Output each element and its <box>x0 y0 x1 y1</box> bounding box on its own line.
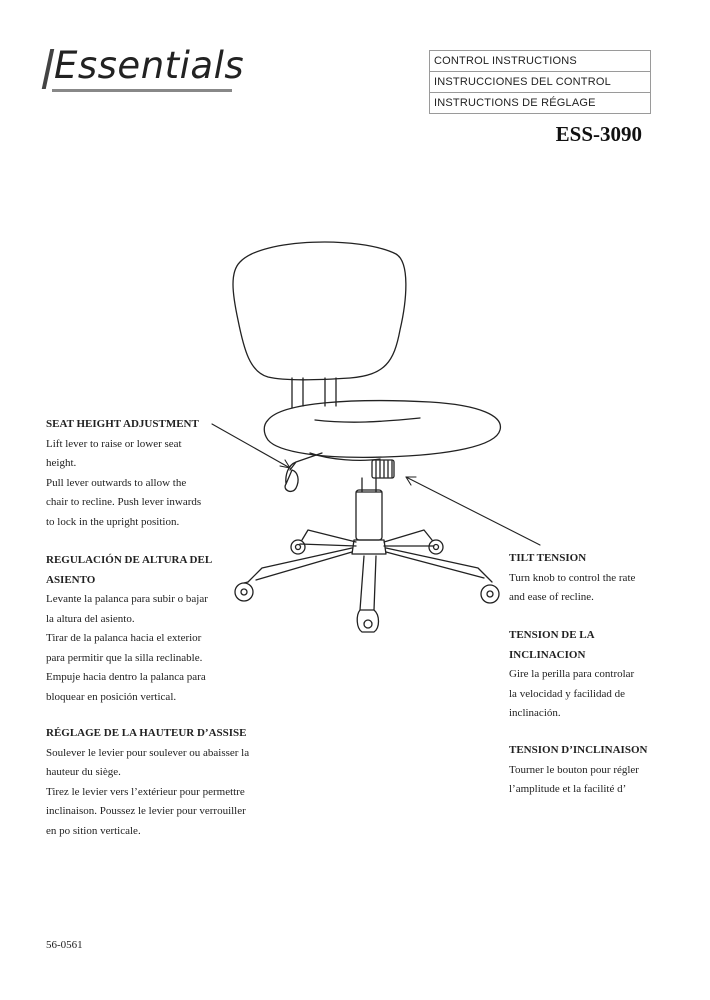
arrow-height <box>280 460 290 468</box>
seat <box>264 401 500 458</box>
brand-logo <box>44 44 244 96</box>
caster-back-left <box>291 540 305 554</box>
tilt-tension-en-text: Turn knob to control the rate and ease of recline. <box>509 571 636 603</box>
caster-back-right <box>429 540 443 554</box>
back-support <box>292 378 336 408</box>
seat-height-es-text: Levante la palanca para subir o bajar la altura del asiento. Tirar de la palanca hacia el exterior para permitir que la silla reclinable. Empuje hacia dentro la palanca para bloquear en posición vertical. <box>46 593 208 703</box>
leader-tilt <box>406 477 540 545</box>
tilt-knob <box>372 460 394 478</box>
tilt-tension-es-heading: TENSION DE LA INCLINACION <box>509 629 595 661</box>
height-lever <box>285 453 322 491</box>
seat-height-en <box>46 415 276 532</box>
backrest <box>233 242 406 380</box>
base-leg-back-right <box>384 530 434 546</box>
seat-height-fr <box>46 724 281 841</box>
logo-bar <box>42 49 55 89</box>
seat-height-es-heading: REGULACIÓN DE ALTURA DEL ASIENTO <box>46 554 213 586</box>
seat-height-fr-text: Soulever le levier pour soulever ou abaisser la hauteur du siège. Tirez le levier vers l’extérieur pour permettre inclinaison. Poussez le levier pour verrouiller en po sition verticale. <box>46 746 250 837</box>
tilt-tension-fr-heading: TENSION D’INCLINAISON <box>509 744 648 756</box>
seat-height-en-heading: SEAT HEIGHT ADJUSTMENT <box>46 418 199 430</box>
title-french: INSTRUCTIONS DE RÉGLAGE <box>430 93 650 114</box>
base-leg-back-left <box>300 530 356 546</box>
seat-height-en-text: Lift lever to raise or lower seat height. Pull lever outwards to allow the chair to recline. Push lever inwards to lock in the upright position. <box>46 437 202 528</box>
tilt-tension-en-heading: TILT TENSION <box>509 552 587 564</box>
document-code: 56-0561 <box>46 939 83 951</box>
seat-height-es <box>46 551 276 707</box>
base-leg-right <box>386 548 492 582</box>
model-number: ESS-3090 <box>555 122 642 146</box>
base-leg-front <box>360 556 376 610</box>
tilt-tension-es <box>509 626 684 724</box>
tilt-tension-es-text: Gire la perilla para controlar la velocidad y facilidad de inclinación. <box>509 668 635 719</box>
arrow-tilt <box>406 477 416 485</box>
instructions-title-box <box>429 50 651 114</box>
logo-underline <box>52 89 232 92</box>
logo-text: Essentials <box>54 44 245 87</box>
seat-height-fr-heading: RÉGLAGE DE LA HAUTEUR D’ASSISE <box>46 727 247 739</box>
title-english: CONTROL INSTRUCTIONS <box>430 51 650 72</box>
caster-right <box>481 585 499 603</box>
title-spanish: INSTRUCCIONES DEL CONTROL <box>430 72 650 93</box>
caster-front <box>357 610 378 632</box>
base-hub <box>352 540 386 554</box>
tilt-tension-en <box>509 549 679 608</box>
tilt-tension-fr-text: Tourner le bouton pour régler l’amplitude et la facilité d’ <box>509 763 639 795</box>
tilt-tension-fr <box>509 741 684 800</box>
gas-cylinder <box>362 478 376 492</box>
